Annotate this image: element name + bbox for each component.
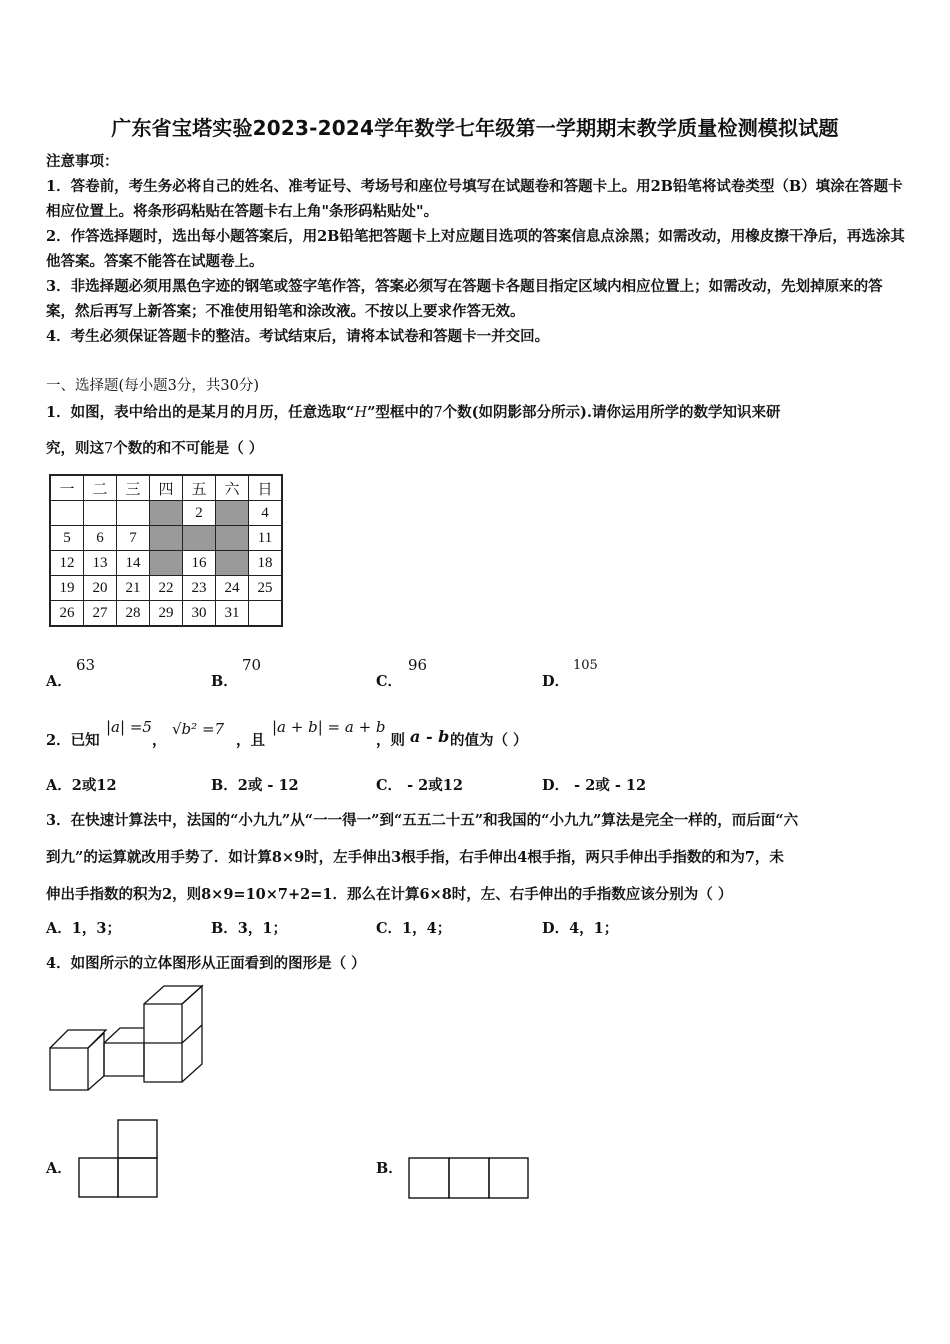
calendar-header: 五: [183, 475, 216, 501]
q4-a-right-square: [118, 1158, 157, 1197]
calendar-header: 六: [216, 475, 249, 501]
calendar-cell: 27: [84, 601, 117, 627]
calendar-cell-shaded: [216, 501, 249, 526]
solid-middle-top: [104, 1028, 144, 1043]
notice-heading: 注意事项：: [46, 153, 119, 170]
q2-option-b-value: 2或 - 12: [237, 777, 299, 794]
q3-option-d-label: D．: [542, 920, 570, 937]
calendar-row: [50, 526, 282, 551]
q3-option-d-value: 4，1；: [569, 920, 619, 937]
calendar-header-row: [50, 475, 282, 501]
q1-option-d-value: 105: [573, 658, 598, 673]
q3-option-c-value: 1，4；: [402, 920, 452, 937]
q2-option-c-value: - 2或12: [402, 777, 463, 794]
calendar-header: 一: [50, 475, 84, 501]
solid-middle-cube: [104, 1043, 144, 1076]
calendar-cell: 13: [84, 551, 117, 576]
q3-option-d: [542, 917, 618, 938]
calendar-cell: 23: [183, 576, 216, 601]
q1-option-a-value: 63: [76, 656, 96, 674]
q4-a-left-square: [79, 1158, 118, 1197]
calendar-cell: [84, 501, 117, 526]
q2-comma: ，: [152, 732, 167, 749]
q1-option-c-label: C．: [376, 673, 403, 690]
calendar-row: [50, 551, 282, 576]
q1-seven: 7: [433, 405, 443, 421]
q2-option-a: [46, 774, 117, 795]
q3-option-b: [211, 917, 287, 938]
q3-option-c-label: C．: [376, 920, 403, 937]
solid-left-side: [88, 1033, 104, 1090]
q2-and: ，且: [236, 732, 265, 749]
q1-text-b: ”型框中的: [367, 404, 434, 421]
q1-text-c: 个数(如阴影部分所示).请你运用所学的数学知识来研: [442, 404, 781, 421]
calendar-cell: 11: [249, 526, 283, 551]
q2-option-d: [542, 774, 646, 795]
q1-line2: [46, 437, 263, 458]
notice-section: [46, 149, 906, 349]
q2-abs-a: |a| =5: [106, 718, 152, 736]
calendar-cell-shaded: [150, 526, 183, 551]
notice-item-1: 1．答卷前，考生务必将自己的姓名、准考证号、考场号和座位号填写在试题卷和答题卡上。用2B铅笔将试卷类型（B）填涂在答题卡相应位置上。将条形码粘贴在答题卡右上角"条形码粘贴处"。: [46, 178, 903, 220]
calendar-cell: 16: [183, 551, 216, 576]
q4-option-a-label: A．: [46, 1160, 72, 1177]
calendar-cell: 25: [249, 576, 283, 601]
q1-option-b-label: B．: [211, 673, 238, 690]
q4-b-square-2: [449, 1158, 489, 1198]
notice-item-3: 3．非选择题必须用黑色字迹的钢笔或签字笔作答，答案必须写在答题卡各题目指定区域内相应位置上；如需改动，先划掉原来的答案，然后再写上新答案；不准使用铅笔和涂改液。不按以上要求作答无效。: [46, 278, 883, 320]
q2-option-c-label: C．: [376, 777, 403, 794]
calendar-header: 二: [84, 475, 117, 501]
q3-option-b-label: B．: [211, 920, 238, 937]
calendar-cell: 21: [117, 576, 150, 601]
calendar-cell: 6: [84, 526, 117, 551]
q3-option-a: [46, 917, 121, 938]
q2-condition: |a + b| = a + b: [272, 718, 386, 736]
solid-figure: [40, 980, 210, 1100]
calendar-cell-shaded: [150, 551, 183, 576]
calendar-cell: 20: [84, 576, 117, 601]
q1-option-c-value: 96: [408, 656, 428, 674]
q2-option-b-label: B．: [211, 777, 238, 794]
calendar-cell: [50, 501, 84, 526]
calendar-row: [50, 601, 282, 627]
q3-line3: 伸出手指数的积为2，则8×9=10×7+2=1．那么在计算6×8时，左、右手伸出的手指数应该分别为（ ）: [46, 886, 733, 903]
q1-text-a: 1．如图，表中给出的是某月的月历，任意选取“: [46, 404, 355, 421]
calendar-table: [49, 474, 283, 627]
q4-option-b-label: B．: [376, 1160, 403, 1177]
calendar-header: 日: [249, 475, 283, 501]
q3-option-a-value: 1，3；: [71, 920, 121, 937]
calendar-cell: 4: [249, 501, 283, 526]
q1-line1: [46, 401, 780, 422]
q3-option-c: [376, 917, 451, 938]
q3-option-a-label: A．: [46, 920, 72, 937]
calendar-cell: 2: [183, 501, 216, 526]
calendar-cell: 31: [216, 601, 249, 627]
calendar-cell-shaded: [150, 501, 183, 526]
calendar-cell-shaded: [216, 526, 249, 551]
calendar-cell: 12: [50, 551, 84, 576]
q2-option-a-label: A．: [46, 777, 72, 794]
q1-option-b-value: 70: [242, 656, 262, 674]
q2-option-b: [211, 774, 299, 795]
q2-option-d-label: D．: [542, 777, 570, 794]
solid-left-cube: [50, 1048, 88, 1090]
q4-b-square-1: [409, 1158, 449, 1198]
calendar-cell: 28: [117, 601, 150, 627]
calendar-cell: 22: [150, 576, 183, 601]
q4-option-b-figure: [408, 1157, 530, 1200]
calendar-cell: 18: [249, 551, 283, 576]
calendar-cell: 5: [50, 526, 84, 551]
calendar-cell: 7: [117, 526, 150, 551]
q1-text-e: 个数的和不可能是（ ）: [113, 440, 264, 457]
q2-option-d-value: - 2或 - 12: [569, 777, 647, 794]
q3-line2: 到九”的运算就改用手势了．如计算8×9时，左手伸出3根手指，右手伸出4根手指，两只手伸出手指数的和为7，未: [46, 849, 784, 866]
q4-option-a-figure: [78, 1119, 160, 1199]
q3-line1: 3．在快速计算法中，法国的“小九九”从“一一得一”到“五五二十五”和我国的“小九九”算法是完全一样的，而后面“六: [46, 812, 799, 829]
q1-text-d: 究，则这: [46, 440, 104, 457]
calendar-cell: 29: [150, 601, 183, 627]
q1-h-letter: H: [354, 405, 368, 421]
q4-a-top-square: [118, 1120, 157, 1158]
q4-text: 4．如图所示的立体图形从正面看到的图形是（ ）: [46, 955, 366, 972]
q1-option-d-label: D．: [542, 673, 570, 690]
solid-top-face: [144, 986, 202, 1004]
page-title: 广东省宝塔实验2023-2024学年数学七年级第一学期期末教学质量检测模拟试题: [111, 116, 839, 140]
q2-expr: a - b: [410, 727, 450, 746]
calendar-cell: 26: [50, 601, 84, 627]
calendar-cell-shaded: [216, 551, 249, 576]
calendar-cell: [249, 601, 283, 627]
notice-item-4: 4．考生必须保证答题卡的整洁。考试结束后，请将本试卷和答题卡一并交回。: [46, 328, 550, 345]
q2-prefix: 2．已知: [46, 732, 100, 749]
q4-b-square-3: [489, 1158, 528, 1198]
q2-sqrt-b: √b² =7: [172, 720, 225, 738]
calendar-cell: 24: [216, 576, 249, 601]
q2-then: ，则: [376, 732, 405, 749]
calendar-row: [50, 576, 282, 601]
q3-option-b-value: 3，1；: [237, 920, 287, 937]
q1-option-a-label: A．: [46, 673, 72, 690]
calendar-cell: 30: [183, 601, 216, 627]
calendar-cell: 14: [117, 551, 150, 576]
notice-item-2: 2．作答选择题时，选出每小题答案后，用2B铅笔把答题卡上对应题目选项的答案信息点涂黑；如需改动，用橡皮擦干净后，再选涂其他答案。答案不能答在试题卷上。: [46, 228, 905, 270]
solid-right-mid-line: [182, 1025, 202, 1043]
calendar-row: [50, 501, 282, 526]
section-heading: 一、选择题(每小题3分，共30分): [46, 378, 259, 394]
q1-seven-2: 7: [104, 441, 114, 457]
calendar-header: 三: [117, 475, 150, 501]
calendar-cell: [117, 501, 150, 526]
calendar-cell-shaded: [183, 526, 216, 551]
q2-option-c: [376, 774, 463, 795]
calendar-header: 四: [150, 475, 183, 501]
q2-option-a-value: 2或12: [71, 777, 117, 794]
calendar-cell: 19: [50, 576, 84, 601]
q2-suffix: 的值为（ ）: [450, 732, 528, 749]
